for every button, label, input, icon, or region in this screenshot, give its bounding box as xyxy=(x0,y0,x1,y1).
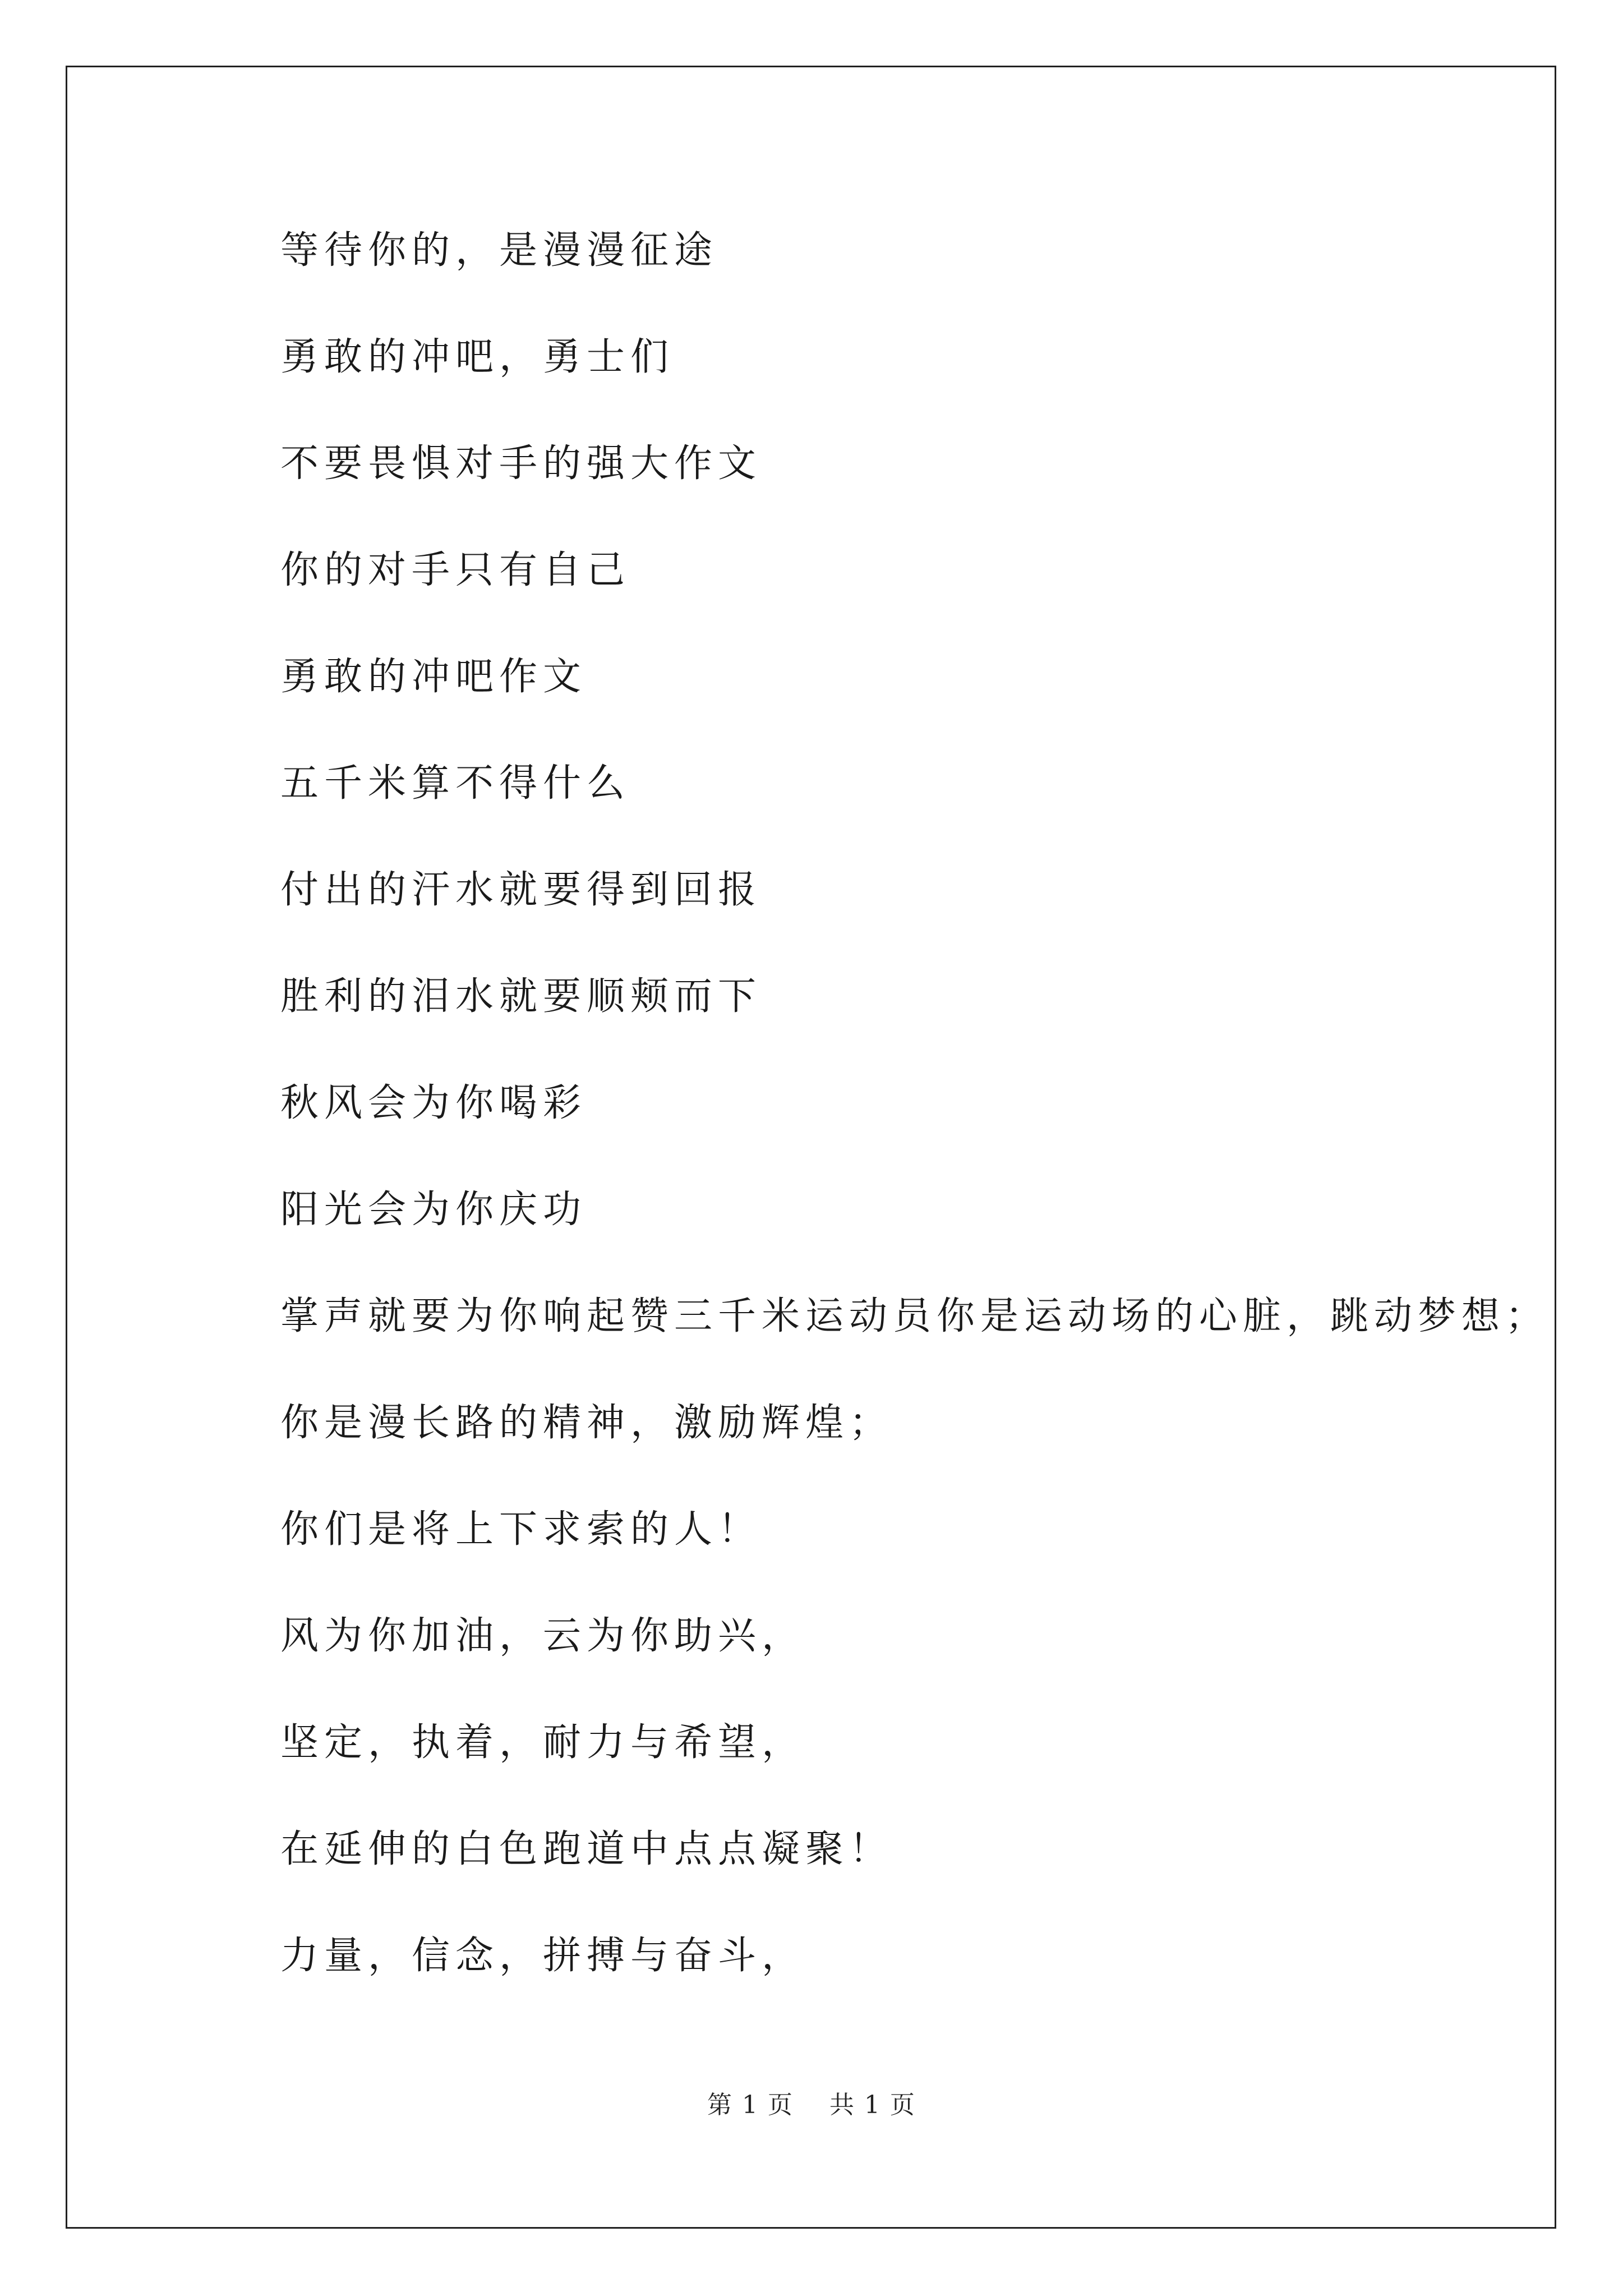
text-line: 勇敢的冲吧，勇士们 xyxy=(280,335,675,379)
page-number-current: 第 1 页 xyxy=(707,2091,794,2119)
text-line: 掌声就要为你响起赞三千米运动员你是运动场的心脏，跳动梦想； xyxy=(280,1294,1550,1338)
text-line: 你们是将上下求索的人！ xyxy=(280,1507,762,1552)
text-line: 风为你加油，云为你助兴， xyxy=(280,1614,806,1658)
page-number-total: 共 1 页 xyxy=(829,2091,916,2119)
text-line: 在延伸的白色跑道中点点凝聚！ xyxy=(280,1827,893,1871)
text-line: 付出的汗水就要得到回报 xyxy=(280,868,762,912)
text-line: 你是漫长路的精神，激励辉煌； xyxy=(280,1401,893,1445)
text-line: 五千米算不得什么 xyxy=(280,761,631,806)
text-line: 胜利的泪水就要顺颊而下 xyxy=(280,974,762,1019)
text-line: 秋风会为你喝彩 xyxy=(280,1081,587,1125)
text-line: 力量，信念，拼搏与奋斗， xyxy=(280,1934,806,1978)
text-line: 等待你的，是漫漫征途 xyxy=(280,228,718,273)
page-footer xyxy=(0,2090,1623,2121)
text-line: 勇敢的冲吧作文 xyxy=(280,655,587,699)
text-line: 阳光会为你庆功 xyxy=(280,1188,587,1232)
text-line: 不要畏惧对手的强大作文 xyxy=(280,441,762,486)
text-line: 坚定，执着，耐力与希望， xyxy=(280,1720,806,1765)
text-line: 你的对手只有自己 xyxy=(280,548,631,592)
footer-separator xyxy=(794,2091,829,2119)
page-border xyxy=(66,66,1556,2229)
